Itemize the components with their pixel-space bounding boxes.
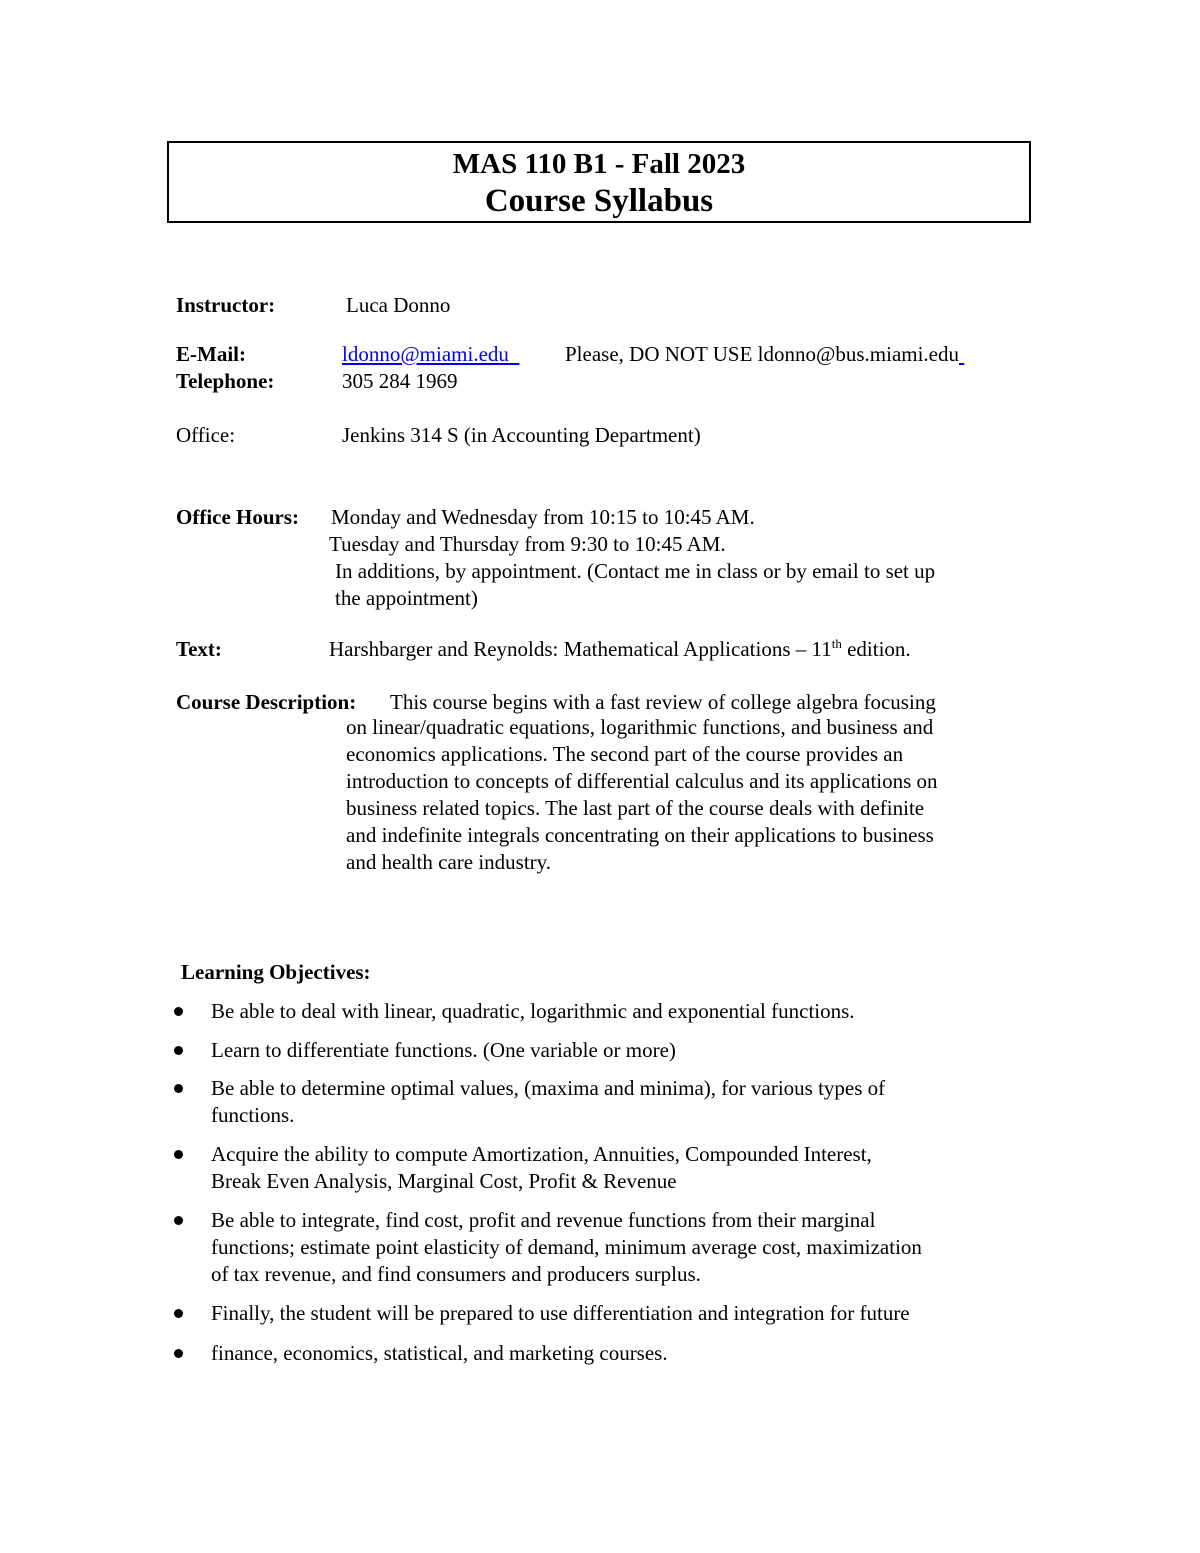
email-label: E-Mail:	[176, 342, 246, 366]
objective-text	[211, 1207, 922, 1288]
syllabus-title: Course Syllabus	[484, 183, 714, 219]
objective-text	[211, 998, 855, 1025]
objective-text	[211, 1300, 910, 1327]
course-description-line: and indefinite integrals concentrating on their applications to business	[346, 823, 934, 847]
telephone-label: Telephone:	[176, 369, 275, 393]
instructor-label: Instructor:	[176, 293, 276, 317]
objective-line: functions; estimate point elasticity of demand, minimum average cost, maximization	[211, 1235, 922, 1259]
course-code-title: MAS 110 B1 - Fall 2023	[452, 148, 746, 180]
bullet-icon	[174, 1150, 183, 1159]
objective-line: Break Even Analysis, Marginal Cost, Profit & Revenue	[211, 1169, 677, 1193]
objective-line: functions.	[211, 1103, 295, 1127]
objective-line: Be able to integrate, find cost, profit and revenue functions from their marginal	[211, 1208, 876, 1232]
course-description-line: and health care industry.	[346, 850, 552, 874]
objective-text	[211, 1340, 668, 1367]
office-hours-line: the appointment)	[335, 586, 478, 610]
course-description-line: on linear/quadratic equations, logarithmic functions, and business and	[346, 715, 934, 739]
course-description-line: business related topics. The last part of the course deals with definite	[346, 796, 925, 820]
bullet-icon	[174, 1216, 183, 1225]
bullet-icon	[174, 1309, 183, 1318]
objective-text	[211, 1141, 872, 1195]
bullet-icon	[174, 1349, 183, 1358]
instructor-name: Luca Donno	[346, 293, 451, 317]
office-hours-line: Tuesday and Thursday from 9:30 to 10:45 AM.	[329, 532, 726, 556]
objective-line: Acquire the ability to compute Amortization, Annuities, Compounded Interest,	[211, 1142, 872, 1166]
course-description-line: introduction to concepts of differential calculus and its applications on	[346, 769, 938, 793]
office-value: Jenkins 314 S (in Accounting Department)	[342, 423, 701, 447]
bullet-icon	[174, 1046, 183, 1055]
textbook-edition-suffix: th	[831, 636, 842, 651]
learning-objectives-label: Learning Objectives:	[181, 960, 371, 984]
bullet-icon	[174, 1084, 183, 1093]
telephone-value: 305 284 1969	[342, 369, 458, 393]
objective-line: Be able to deal with linear, quadratic, logarithmic and exponential functions.	[211, 999, 855, 1023]
textbook-title: Harshbarger and Reynolds: Mathematical Applications – 11	[329, 637, 832, 661]
objective-text	[211, 1075, 885, 1129]
office-hours-line: Monday and Wednesday from 10:15 to 10:45 AM.	[331, 505, 755, 529]
objective-line: Finally, the student will be prepared to use differentiation and integration for future	[211, 1301, 910, 1325]
course-description-label: Course Description:	[176, 690, 357, 714]
textbook-edition: edition.	[841, 637, 911, 661]
objective-text	[211, 1037, 676, 1064]
objective-line: finance, economics, statistical, and marketing courses.	[211, 1341, 668, 1365]
office-hours-line: In additions, by appointment. (Contact me in class or by email to set up	[335, 559, 936, 583]
objective-line: Learn to differentiate functions. (One variable or more)	[211, 1038, 676, 1062]
office-label: Office:	[176, 423, 236, 447]
bullet-icon	[174, 1007, 183, 1016]
office-hours-label: Office Hours:	[176, 505, 300, 529]
objective-line: Be able to determine optimal values, (maxima and minima), for various types of	[211, 1076, 886, 1100]
text-label: Text:	[176, 637, 222, 661]
email-link[interactable]: ldonno@miami.edu	[342, 342, 509, 366]
objective-line: of tax revenue, and find consumers and producers surplus.	[211, 1262, 701, 1286]
course-description-line: This course begins with a fast review of college algebra focusing	[390, 690, 936, 714]
email-note: Please, DO NOT USE ldonno@bus.miami.edu	[565, 342, 960, 366]
course-description-line: economics applications. The second part of the course provides an	[346, 742, 904, 766]
